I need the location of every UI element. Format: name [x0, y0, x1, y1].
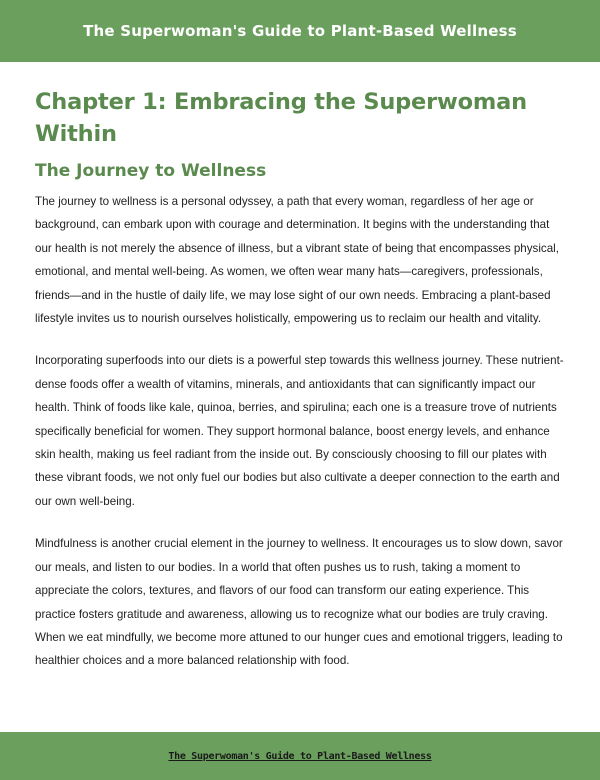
header-title: The Superwoman's Guide to Plant-Based Wellness [83, 22, 517, 40]
page-header [0, 0, 600, 62]
paragraph-1: The journey to wellness is a personal odyssey, a path that every woman, regardless of her age or background, can embark upon with courage and determination. It begins with the understanding that our health is not merely the absence of illness, but a vibrant state of being that encompasses physical, emotional, and mental well-being. As women, we often wear many hats—caregivers, professionals, friends—and in the hustle of daily life, we may lose sight of our own needs. Embracing a plant-based lifestyle invites us to nourish ourselves holistically, empowering us to reclaim our health and vitality. [35, 195, 559, 326]
page-footer [0, 732, 600, 780]
page-content [35, 86, 565, 673]
section-title: The Journey to Wellness [35, 161, 267, 181]
paragraph-3: Mindfulness is another crucial element in the journey to wellness. It encourages us to slow down, savor our meals, and listen to our bodies. In a world that often pushes us to rush, taking a moment to appreciate the colors, textures, and flavors of our food can transform our eating experience. This practice fosters gratitude and awareness, allowing us to recognize what our bodies are truly craving. When we eat mindfully, we become more attuned to our hunger cues and emotional triggers, leading to healthier choices and a more balanced relationship with food. [35, 537, 563, 668]
chapter-title: Chapter 1: Embracing the Superwoman Within [35, 89, 527, 147]
paragraph-2: Incorporating superfoods into our diets is a powerful step towards this wellness journey. These nutrient-dense foods offer a wealth of vitamins, minerals, and antioxidants that can significantly impact our health. Think of foods like kale, quinoa, berries, and spirulina; each one is a treasure trove of nutrients specifically beneficial for women. They support hormonal balance, boost energy levels, and enhance skin health, making us feel radiant from the inside out. By consciously choosing to fill our plates with these vibrant foods, we not only fuel our bodies but also cultivate a deeper connection to the earth and our own well-being. [35, 354, 564, 508]
footer-title: The Superwoman's Guide to Plant-Based Wellness [168, 750, 432, 762]
